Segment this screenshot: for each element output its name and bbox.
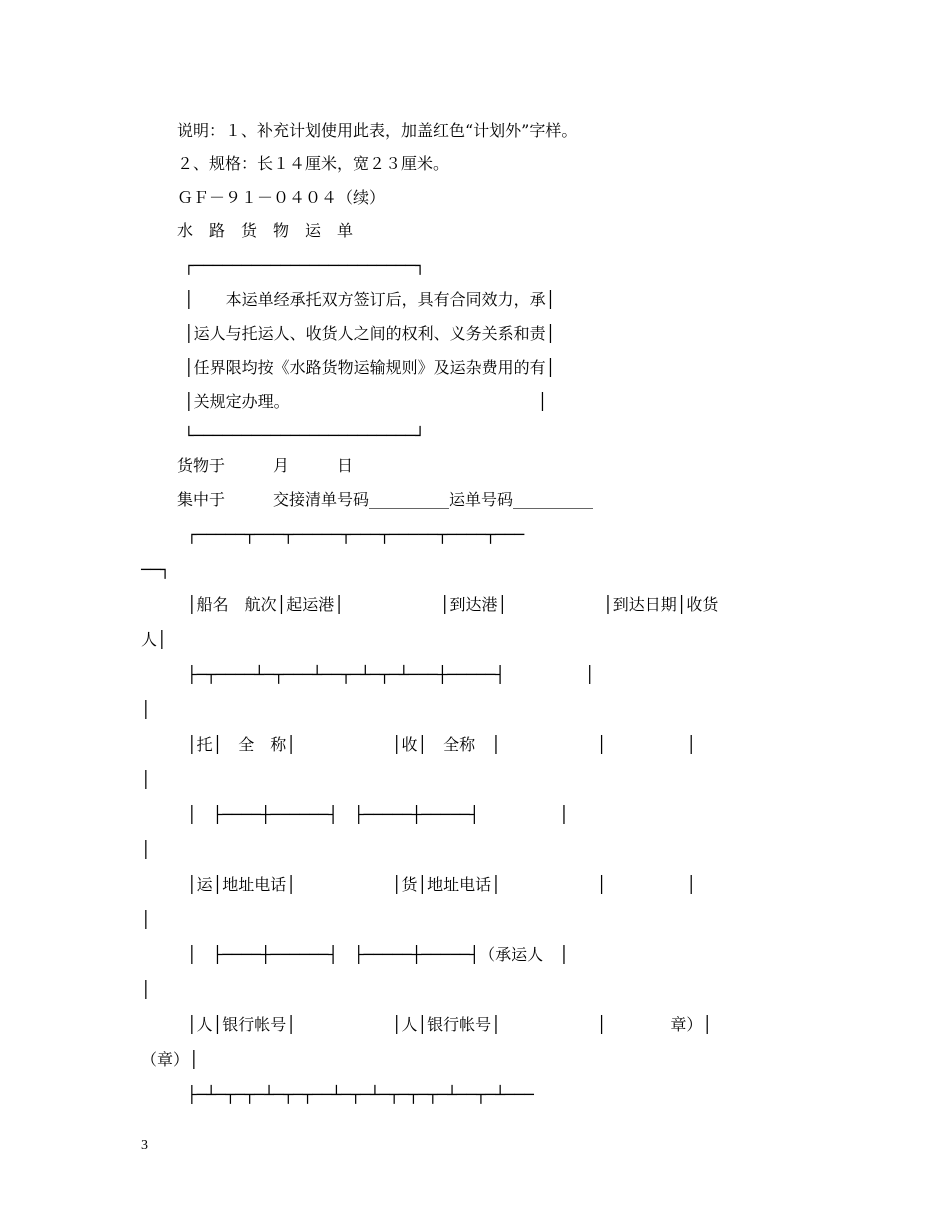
notice-box-line: │运人与托运人、收货人之间的权利、义务关系和责│ <box>184 324 556 343</box>
form-table-line: │ ├────┼──────┤ ├─────┼─────┤ │ <box>187 805 569 824</box>
form-table-line: │ ├────┼──────┤ ├─────┼─────┤（承运人 │ <box>187 945 569 964</box>
notice-box-line: │任界限均按《水路货物运输规则》及运杂费用的有│ <box>184 358 556 377</box>
form-table-line: │ <box>141 700 151 719</box>
form-table-line: （章）│ <box>141 1050 199 1069</box>
notice-box-line: ┌───────────────────────┐ <box>184 256 425 275</box>
form-table-line: ├─┬────┴─┬───┴──┬─┴─┬─┴───┼─────┤ │ <box>187 665 595 684</box>
form-table-line: │运│地址电话│ │货│地址电话│ │ │ <box>187 875 697 894</box>
collect-line: 集中于 交接清单号码__________运单号码__________ <box>177 490 594 509</box>
form-table-line: │ <box>141 910 151 929</box>
notice-box-line: └───────────────────────┘ <box>184 426 425 445</box>
form-table-line: │ <box>141 980 151 999</box>
note-line-1: 说明：１、补充计划使用此表，加盖红色“计划外”字样。 <box>177 121 578 140</box>
document-title: 水 路 货 物 运 单 <box>177 221 354 240</box>
form-table-line: │船名 航次│起运港│ │到达港│ │到达日期│收货 <box>187 595 719 614</box>
notice-box-line: │关规定办理。 │ <box>184 392 548 411</box>
notice-box-line: │ 本运单经承托双方签订后，具有合同效力，承│ <box>184 290 556 309</box>
form-code: ＧＦ－９１－０４０４（续） <box>177 188 386 207</box>
form-table-line: 人│ <box>141 630 167 649</box>
note-line-2: ２、规格：长１４厘米，宽２３厘米。 <box>177 154 450 173</box>
form-table-line: ──┐ <box>141 560 170 579</box>
form-table-line: ┌─────┬───┬─────┬───┬─────┬────┬─── <box>187 525 525 544</box>
form-table-line: ├─┴─┬─┬─┴─┬─┬──┴─┬─┴─┬─┬─┬─┴──┬─┴─── <box>187 1085 534 1104</box>
page-number: 3 <box>141 1138 148 1153</box>
goods-date-line: 货物于 月 日 <box>177 456 354 475</box>
form-table-line: │托│ 全 称│ │收│ 全称 │ │ │ <box>187 735 697 754</box>
form-table-line: │ <box>141 770 151 789</box>
form-table-line: │ <box>141 840 151 859</box>
form-table-line: │人│银行帐号│ │人│银行帐号│ │ 章）│ <box>187 1015 713 1034</box>
